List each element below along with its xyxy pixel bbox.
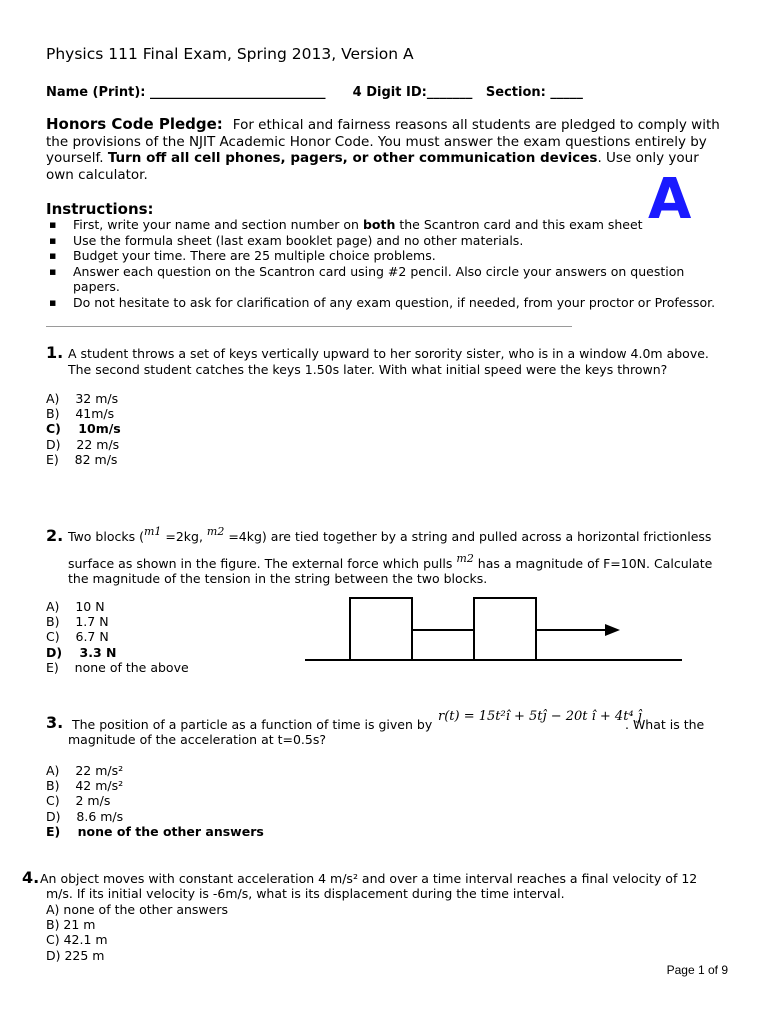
- question-4-number: 4.: [22, 868, 40, 887]
- choice-c: C) 6.7 N: [46, 629, 109, 645]
- instruction-item: ▪ Budget your time. There are 25 multiple choice problems.: [46, 248, 736, 264]
- choice-d: D) 225 m: [46, 947, 105, 963]
- instruction-item: ▪ Answer each question on the Scantron card using #2 pencil. Also circle your answers on question papers.: [46, 264, 713, 295]
- choice-d: D) 3.3 N: [46, 644, 117, 660]
- question-2-line-1: Two blocks (m1 =2kg, m2 =4kg) are tied together by a string and pulled across a horizontal frictionless: [68, 525, 712, 544]
- choice-d: D) 8.6 m/s: [46, 808, 124, 824]
- choice-a: A) 10 N: [46, 599, 105, 614]
- section-divider: [46, 326, 572, 327]
- instructions-heading: Instructions:: [46, 200, 154, 218]
- choice-d: D) 22 m/s: [46, 436, 120, 452]
- question-3-line-2: magnitude of the acceleration at t=0.5s?: [68, 732, 327, 747]
- choice-b: B) 41m/s: [46, 406, 115, 422]
- position-formula: r(t) = 15t²î + 5tĵ − 20t î + 4t⁴ ĵ: [438, 709, 642, 724]
- instructions-list: [46, 217, 736, 310]
- question-3-line-1-end: . What is the: [625, 717, 705, 732]
- question-3-line-1: The position of a particle as a function of time is given by: [72, 717, 433, 732]
- choice-a: A) 22 m/s²: [46, 763, 124, 778]
- block-m2: [474, 598, 536, 660]
- blocks-diagram: [300, 592, 690, 668]
- question-1-choices: [46, 391, 121, 467]
- honor-code-label: Honors Code Pledge:: [46, 115, 223, 133]
- question-4-line-2: m/s. If its initial velocity is -6m/s, what is its displacement during the time interval.: [46, 886, 565, 901]
- section-field-label: Section: _____: [485, 85, 583, 100]
- force-arrow-head: [605, 624, 620, 636]
- choice-c: C) 10m/s: [46, 421, 121, 437]
- question-1-text: A student throws a set of keys vertically upward to her sorority sister, who is in a window 4.0m above. The second student catches the keys 1.50s later. With what initial speed were the keys thrown?: [68, 346, 709, 377]
- choice-c: C) 2 m/s: [46, 793, 111, 809]
- choice-c: C) 42.1 m: [46, 932, 108, 948]
- block-m1: [350, 598, 412, 660]
- honor-code-warning: Turn off all cell phones, pagers, or other communication devices: [107, 150, 598, 166]
- question-2-number: 2.: [46, 526, 64, 545]
- question-3-number: 3.: [46, 713, 64, 732]
- question-3-choices: [46, 763, 264, 839]
- choice-b: B) 1.7 N: [46, 614, 109, 630]
- choice-e: E) none of the other answers: [46, 823, 264, 839]
- choice-b: B) 21 m: [46, 917, 96, 933]
- choice-e: E) 82 m/s: [46, 451, 118, 467]
- exam-title: Physics 111 Final Exam, Spring 2013, Version A: [46, 45, 414, 63]
- instruction-item: ▪ Do not hesitate to ask for clarification of any exam question, if needed, from your proctor or Professor.: [46, 295, 736, 311]
- name-field-label: Name (Print): ___________________________: [46, 85, 326, 100]
- question-4-choices: [46, 902, 228, 963]
- choice-e: E) none of the above: [46, 659, 189, 675]
- exam-version-letter: A: [648, 167, 692, 232]
- question-2-line-2: surface as shown in the figure. The external force which pulls m2 has a magnitude of F=10N. Calculate: [68, 552, 713, 571]
- instruction-item: ▪ Use the formula sheet (last exam booklet page) and no other materials.: [46, 233, 736, 249]
- student-fields: [46, 85, 583, 100]
- honor-code-text: For ethical and fairness reasons all students are pledged to comply with the provisions of the NJIT Academic Honor Code. You must answer the exam questions entirely by yourself.: [46, 117, 720, 166]
- honor-code-pledge: [46, 116, 726, 183]
- instruction-item: ▪ First, write your name and section number on both the Scantron card and this exam sheet: [46, 217, 736, 233]
- question-2-line-3: the magnitude of the tension in the string between the two blocks.: [68, 571, 488, 586]
- choice-b: B) 42 m/s²: [46, 778, 124, 794]
- question-1-number: 1.: [46, 343, 64, 362]
- page-number: Page 1 of 9: [666, 963, 728, 977]
- question-4-line-1: An object moves with constant acceleration 4 m/s² and over a time interval reaches a final velocity of 12: [40, 871, 698, 886]
- honor-code-text-end: . Use only your own calculator.: [46, 150, 699, 183]
- id-field-label: 4 Digit ID:_______: [352, 85, 473, 100]
- choice-a: A) 32 m/s: [46, 391, 119, 406]
- choice-a: A) none of the other answers: [46, 902, 229, 917]
- question-2-choices: [46, 599, 189, 675]
